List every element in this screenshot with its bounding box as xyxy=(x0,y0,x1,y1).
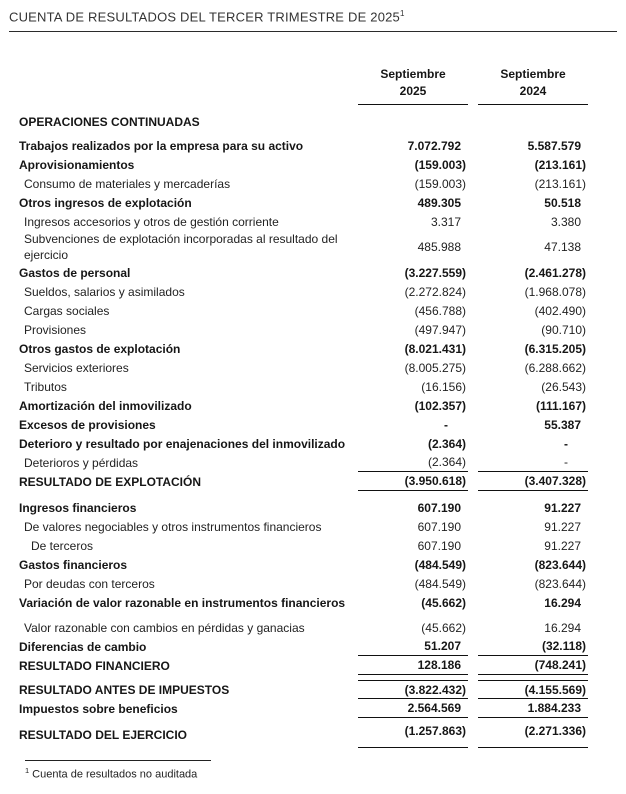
row-label: Deterioros y pérdidas xyxy=(24,455,139,470)
value-sep-2024: 1.884.233 xyxy=(478,699,588,718)
table-row xyxy=(19,339,588,358)
value-sep-2025: 607.190 xyxy=(417,519,461,534)
table-row xyxy=(19,231,588,263)
row-label: Otros gastos de explotación xyxy=(19,341,181,356)
row-label: Subvenciones de explotación incorporadas al resultado del ejercicio xyxy=(24,232,338,263)
value-sep-2024: 5.587.579 xyxy=(527,138,581,153)
value-sep-2024: 91.227 xyxy=(544,519,581,534)
row-label: OPERACIONES CONTINUADAS xyxy=(19,114,200,129)
row-label: Diferencias de cambio xyxy=(19,639,147,654)
value-sep-2025: (484.549) xyxy=(414,576,466,591)
table-row xyxy=(19,434,588,453)
row-label: Por deudas con terceros xyxy=(24,576,155,591)
row-label: Sueldos, salarios y asimilados xyxy=(24,284,185,299)
table-row xyxy=(19,415,588,434)
table-rows xyxy=(19,112,588,748)
row-label: RESULTADO DEL EJERCICIO xyxy=(19,728,188,743)
row-label: Cargas sociales xyxy=(24,303,110,318)
value-sep-2024: (3.407.328) xyxy=(478,472,588,491)
row-label: Valor razonable con cambios en pérdidas y ganacias xyxy=(24,620,305,635)
column-headers xyxy=(19,66,588,105)
title-footnote-marker: 1 xyxy=(399,9,405,18)
value-sep-2025: (8.021.431) xyxy=(404,341,466,356)
row-label: Ingresos financieros xyxy=(19,500,137,515)
value-sep-2025: (45.662) xyxy=(421,595,466,610)
col-header-line: Septiembre xyxy=(380,67,446,82)
table-row xyxy=(19,536,588,555)
value-sep-2024: (6.315.205) xyxy=(524,341,586,356)
table-row xyxy=(19,472,588,491)
row-label: RESULTADO FINANCIERO xyxy=(19,658,170,673)
row-label: Provisiones xyxy=(24,322,87,337)
footnote-text xyxy=(25,766,211,781)
value-sep-2024: 16.294 xyxy=(544,620,581,635)
col-header-sep-2024 xyxy=(478,66,588,105)
table-row xyxy=(19,618,588,637)
footnote-label: Cuenta de resultados no auditada xyxy=(32,768,198,781)
value-sep-2024: 55.387 xyxy=(544,417,581,432)
row-label: Otros ingresos de explotación xyxy=(19,195,192,210)
page-title: CUENTA DE RESULTADOS DEL TERCER TRIMESTRE DE 2025 xyxy=(9,9,400,25)
value-sep-2024: 47.138 xyxy=(544,240,581,255)
col-header-line: 2025 xyxy=(399,84,427,99)
value-sep-2024: - xyxy=(564,436,568,451)
table-row xyxy=(19,136,588,155)
row-label: Deterioro y resultado por enajenaciones del inmovilizado xyxy=(19,436,346,451)
value-sep-2025: 2.564.569 xyxy=(358,699,468,718)
table-row xyxy=(19,699,588,718)
value-sep-2024: 50.518 xyxy=(544,195,581,210)
value-sep-2025: (3.950.618) xyxy=(358,472,468,491)
table-row xyxy=(19,396,588,415)
value-sep-2025: 7.072.792 xyxy=(407,138,461,153)
row-label: De terceros xyxy=(31,538,94,553)
value-sep-2024: (90.710) xyxy=(541,322,586,337)
value-sep-2025: (2.272.824) xyxy=(404,284,466,299)
table-row xyxy=(19,574,588,593)
table-row xyxy=(19,680,588,699)
table-row xyxy=(19,212,588,231)
col-header-line: 2024 xyxy=(519,84,547,99)
table-row xyxy=(19,263,588,282)
value-sep-2024: (6.288.662) xyxy=(524,360,586,375)
row-label: De valores negociables y otros instrumentos financieros xyxy=(24,519,322,534)
table-row xyxy=(19,155,588,174)
table-row xyxy=(19,498,588,517)
table-row xyxy=(19,193,588,212)
table-row xyxy=(19,593,588,612)
value-sep-2024: (2.271.336) xyxy=(478,722,588,748)
value-sep-2025 xyxy=(358,112,468,131)
value-sep-2024: (823.644) xyxy=(534,557,586,572)
row-label: Tributos xyxy=(24,379,67,394)
value-sep-2024: (4.155.569) xyxy=(478,680,588,699)
table-row xyxy=(19,656,588,675)
value-sep-2025: 489.305 xyxy=(417,195,461,210)
value-sep-2024: (32.118) xyxy=(478,637,588,656)
value-sep-2024: (213.161) xyxy=(534,157,586,172)
value-sep-2025: (1.257.863) xyxy=(358,722,468,748)
table-row xyxy=(19,453,588,472)
table-row xyxy=(19,637,588,656)
value-sep-2025: 3.317 xyxy=(430,214,461,229)
row-label: Ingresos accesorios y otros de gestión corriente xyxy=(24,214,279,229)
value-sep-2025: (45.662) xyxy=(421,620,466,635)
footnote xyxy=(25,760,211,781)
value-sep-2024: (823.644) xyxy=(534,576,586,591)
value-sep-2024: (748.241) xyxy=(478,656,588,675)
value-sep-2025: - xyxy=(444,417,448,432)
value-sep-2024: 16.294 xyxy=(544,595,581,610)
row-label: Excesos de provisiones xyxy=(19,417,156,432)
row-label: Servicios exteriores xyxy=(24,360,129,375)
row-label: Impuestos sobre beneficios xyxy=(19,701,178,716)
table-row xyxy=(19,358,588,377)
value-sep-2025: (102.357) xyxy=(414,398,466,413)
row-label: Variación de valor razonable en instrumentos financieros xyxy=(19,595,346,610)
table-row xyxy=(19,301,588,320)
value-sep-2024: (213.161) xyxy=(534,176,586,191)
table-row xyxy=(19,282,588,301)
row-label: Consumo de materiales y mercaderías xyxy=(24,176,231,191)
value-sep-2025: (16.156) xyxy=(421,379,466,394)
value-sep-2024 xyxy=(478,112,588,131)
value-sep-2024: (1.968.078) xyxy=(524,284,586,299)
value-sep-2024: (402.490) xyxy=(534,303,586,318)
col-header-sep-2025 xyxy=(358,66,468,105)
table-row xyxy=(19,517,588,536)
row-label: RESULTADO ANTES DE IMPUESTOS xyxy=(19,682,230,697)
table-row xyxy=(19,555,588,574)
footnote-marker: 1 xyxy=(25,766,30,775)
value-sep-2024: 91.227 xyxy=(544,538,581,553)
row-label: Trabajos realizados por la empresa para su activo xyxy=(19,138,304,153)
document-header xyxy=(9,9,617,32)
row-label: Gastos de personal xyxy=(19,265,131,280)
value-sep-2025: 128.186 xyxy=(358,656,468,675)
value-sep-2024: (26.543) xyxy=(541,379,586,394)
value-sep-2025: 607.190 xyxy=(417,500,461,515)
value-sep-2025: (3.822.432) xyxy=(358,680,468,699)
value-sep-2025: (484.549) xyxy=(414,557,466,572)
value-sep-2024: - xyxy=(478,453,588,472)
value-sep-2024: 91.227 xyxy=(544,500,581,515)
value-sep-2025: 607.190 xyxy=(417,538,461,553)
value-sep-2025: (497.947) xyxy=(414,322,466,337)
value-sep-2025: (8.005.275) xyxy=(404,360,466,375)
table-row xyxy=(19,320,588,339)
value-sep-2024: (2.461.278) xyxy=(524,265,586,280)
row-label: Aprovisionamientos xyxy=(19,157,135,172)
value-sep-2025: (159.003) xyxy=(414,176,466,191)
value-sep-2025: (2.364) xyxy=(427,436,466,451)
footnote-separator xyxy=(25,760,211,761)
value-sep-2025: (159.003) xyxy=(414,157,466,172)
table-row xyxy=(19,112,588,131)
row-label: Amortización del inmovilizado xyxy=(19,398,192,413)
header-spacer xyxy=(19,66,358,105)
value-sep-2025: (456.788) xyxy=(414,303,466,318)
col-header-line: Septiembre xyxy=(500,67,566,82)
value-sep-2025: (3.227.559) xyxy=(404,265,466,280)
value-sep-2025: 485.988 xyxy=(417,240,461,255)
table-row xyxy=(19,174,588,193)
value-sep-2024: 3.380 xyxy=(550,214,581,229)
row-label: RESULTADO DE EXPLOTACIÓN xyxy=(19,474,202,489)
value-sep-2024: (111.167) xyxy=(535,398,586,413)
table-row xyxy=(19,722,588,748)
table-row xyxy=(19,377,588,396)
value-sep-2025: 51.207 xyxy=(358,637,468,656)
row-label: Gastos financieros xyxy=(19,557,128,572)
value-sep-2025: (2.364) xyxy=(358,453,468,472)
